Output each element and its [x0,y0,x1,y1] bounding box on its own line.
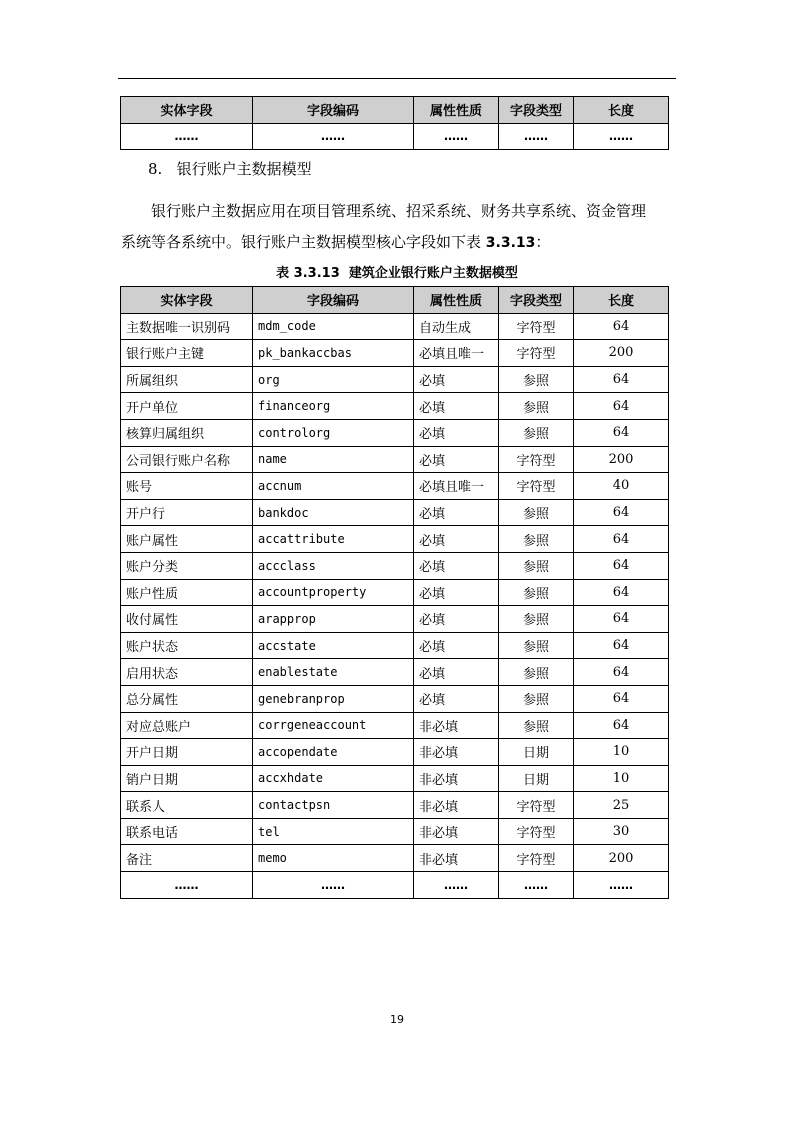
field-code-cell: org [253,366,414,393]
length-cell: 64 [574,579,669,606]
ellipsis-cell: …… [414,123,499,150]
field-type-cell: 字符型 [499,818,574,845]
field-type-cell: 参照 [499,526,574,553]
field-code-cell: genebranprop [253,685,414,712]
section-number: 8. [148,160,163,178]
field-code-cell: accattribute [253,526,414,553]
attribute-cell: 必填 [414,659,499,686]
table-row [121,419,669,446]
attribute-cell: 必填且唯一 [414,340,499,367]
field-code-cell: pk_bankaccbas [253,340,414,367]
field-type-cell: 参照 [499,419,574,446]
attribute-cell: 非必填 [414,818,499,845]
field-name-cell: 联系电话 [121,818,253,845]
field-code-cell: controlorg [253,419,414,446]
length-cell: 64 [574,685,669,712]
ellipsis-row [121,872,669,899]
length-cell: 64 [574,552,669,579]
paragraph-line-1: 银行账户主数据应用在项目管理系统、招采系统、财务共享系统、资金管理 [151,202,647,220]
attribute-cell: 非必填 [414,765,499,792]
table-body [121,313,669,898]
header-cell: 属性性质 [414,287,499,314]
length-cell: 64 [574,393,669,420]
table-row [121,845,669,872]
field-name-cell: 核算归属组织 [121,419,253,446]
field-code-cell: accstate [253,632,414,659]
field-type-cell: 字符型 [499,473,574,500]
field-type-cell: 参照 [499,632,574,659]
field-code-cell: accountproperty [253,579,414,606]
field-name-cell: 账户分类 [121,552,253,579]
table-row [121,712,669,739]
table-row [121,818,669,845]
field-type-cell: 字符型 [499,313,574,340]
field-code-cell: memo [253,845,414,872]
table-row [121,366,669,393]
field-name-cell: 账户性质 [121,579,253,606]
length-cell: 200 [574,845,669,872]
ellipsis-cell: …… [574,123,669,150]
header-cell: 实体字段 [121,97,253,124]
field-name-cell: 启用状态 [121,659,253,686]
field-name-cell: 银行账户主键 [121,340,253,367]
continued-table [120,96,669,150]
length-cell: 40 [574,473,669,500]
length-cell: 25 [574,792,669,819]
field-code-cell: bankdoc [253,499,414,526]
caption-label: 表 3.3.13 [276,266,340,281]
field-code-cell: arapprop [253,606,414,633]
ellipsis-cell: …… [499,872,574,899]
field-name-cell: 所属组织 [121,366,253,393]
field-code-cell: name [253,446,414,473]
ellipsis-cell: …… [121,123,253,150]
field-code-cell: enablestate [253,659,414,686]
table-row [121,340,669,367]
field-type-cell: 日期 [499,765,574,792]
field-code-cell: mdm_code [253,313,414,340]
length-cell: 200 [574,446,669,473]
section-title: 银行账户主数据模型 [176,160,312,178]
attribute-cell: 非必填 [414,712,499,739]
field-name-cell: 开户行 [121,499,253,526]
attribute-cell: 自动生成 [414,313,499,340]
field-code-cell: financeorg [253,393,414,420]
length-cell: 30 [574,818,669,845]
field-code-cell: contactpsn [253,792,414,819]
field-code-cell: corrgeneaccount [253,712,414,739]
field-name-cell: 公司银行账户名称 [121,446,253,473]
header-rule [118,78,676,79]
length-cell: 64 [574,606,669,633]
ellipsis-row [121,123,669,150]
table-row [121,552,669,579]
header-cell: 实体字段 [121,287,253,314]
header-cell: 长度 [574,287,669,314]
length-cell: 10 [574,765,669,792]
field-type-cell: 参照 [499,499,574,526]
length-cell: 64 [574,526,669,553]
field-name-cell: 账户状态 [121,632,253,659]
table-row [121,792,669,819]
paragraph-line-2-end: ： [535,233,551,251]
length-cell: 64 [574,419,669,446]
field-type-cell: 参照 [499,579,574,606]
table-row [121,765,669,792]
paragraph-line-2 [121,227,677,259]
body-paragraph [121,196,677,259]
attribute-cell: 必填 [414,446,499,473]
field-name-cell: 主数据唯一识别码 [121,313,253,340]
attribute-cell: 必填 [414,526,499,553]
header-cell: 字段编码 [253,287,414,314]
ellipsis-cell: …… [574,872,669,899]
field-name-cell: 开户日期 [121,739,253,766]
length-cell: 64 [574,659,669,686]
attribute-cell: 必填 [414,579,499,606]
field-name-cell: 销户日期 [121,765,253,792]
table-row [121,393,669,420]
length-cell: 64 [574,313,669,340]
field-type-cell: 参照 [499,366,574,393]
field-type-cell: 参照 [499,393,574,420]
field-code-cell: tel [253,818,414,845]
ellipsis-cell: …… [121,872,253,899]
header-cell: 属性性质 [414,97,499,124]
attribute-cell: 必填 [414,606,499,633]
table-row [121,473,669,500]
header-cell: 长度 [574,97,669,124]
attribute-cell: 必填 [414,499,499,526]
field-name-cell: 账号 [121,473,253,500]
ellipsis-cell: …… [253,872,414,899]
caption-title: 建筑企业银行账户主数据模型 [348,266,518,281]
ellipsis-cell: …… [414,872,499,899]
attribute-cell: 必填 [414,366,499,393]
field-name-cell: 账户属性 [121,526,253,553]
table-row [121,739,669,766]
length-cell: 64 [574,712,669,739]
field-name-cell: 收付属性 [121,606,253,633]
table-row [121,313,669,340]
table-header-row [121,287,669,314]
attribute-cell: 非必填 [414,845,499,872]
field-type-cell: 参照 [499,606,574,633]
bank-account-table [120,286,669,899]
field-type-cell: 参照 [499,552,574,579]
attribute-cell: 必填且唯一 [414,473,499,500]
attribute-cell: 必填 [414,685,499,712]
table-row [121,446,669,473]
field-code-cell: accxhdate [253,765,414,792]
field-name-cell: 总分属性 [121,685,253,712]
table-header-row [121,97,669,124]
field-type-cell: 参照 [499,659,574,686]
attribute-cell: 必填 [414,419,499,446]
field-type-cell: 字符型 [499,845,574,872]
length-cell: 64 [574,499,669,526]
field-type-cell: 参照 [499,685,574,712]
paragraph-line-2-text: 系统等各系统中。银行账户主数据模型核心字段如下表 [121,233,486,251]
field-type-cell: 字符型 [499,446,574,473]
table-reference: 3.3.13 [485,235,536,251]
field-code-cell: accnum [253,473,414,500]
attribute-cell: 必填 [414,393,499,420]
field-type-cell: 参照 [499,712,574,739]
ellipsis-cell: …… [253,123,414,150]
table-row [121,606,669,633]
attribute-cell: 必填 [414,552,499,579]
length-cell: 64 [574,366,669,393]
field-type-cell: 字符型 [499,340,574,367]
table-row [121,526,669,553]
attribute-cell: 非必填 [414,792,499,819]
length-cell: 64 [574,632,669,659]
table-row [121,579,669,606]
field-name-cell: 对应总账户 [121,712,253,739]
header-cell: 字段类型 [499,287,574,314]
attribute-cell: 必填 [414,632,499,659]
header-cell: 字段类型 [499,97,574,124]
header-cell: 字段编码 [253,97,414,124]
field-code-cell: accclass [253,552,414,579]
attribute-cell: 非必填 [414,739,499,766]
field-name-cell: 联系人 [121,792,253,819]
table-row [121,685,669,712]
table-row [121,499,669,526]
length-cell: 200 [574,340,669,367]
table-row [121,659,669,686]
table-caption [0,262,794,281]
section-heading [148,158,312,179]
field-type-cell: 日期 [499,739,574,766]
table-row [121,632,669,659]
page-number: 19 [390,1013,404,1026]
field-type-cell: 字符型 [499,792,574,819]
field-name-cell: 备注 [121,845,253,872]
ellipsis-cell: …… [499,123,574,150]
field-code-cell: accopendate [253,739,414,766]
length-cell: 10 [574,739,669,766]
field-name-cell: 开户单位 [121,393,253,420]
